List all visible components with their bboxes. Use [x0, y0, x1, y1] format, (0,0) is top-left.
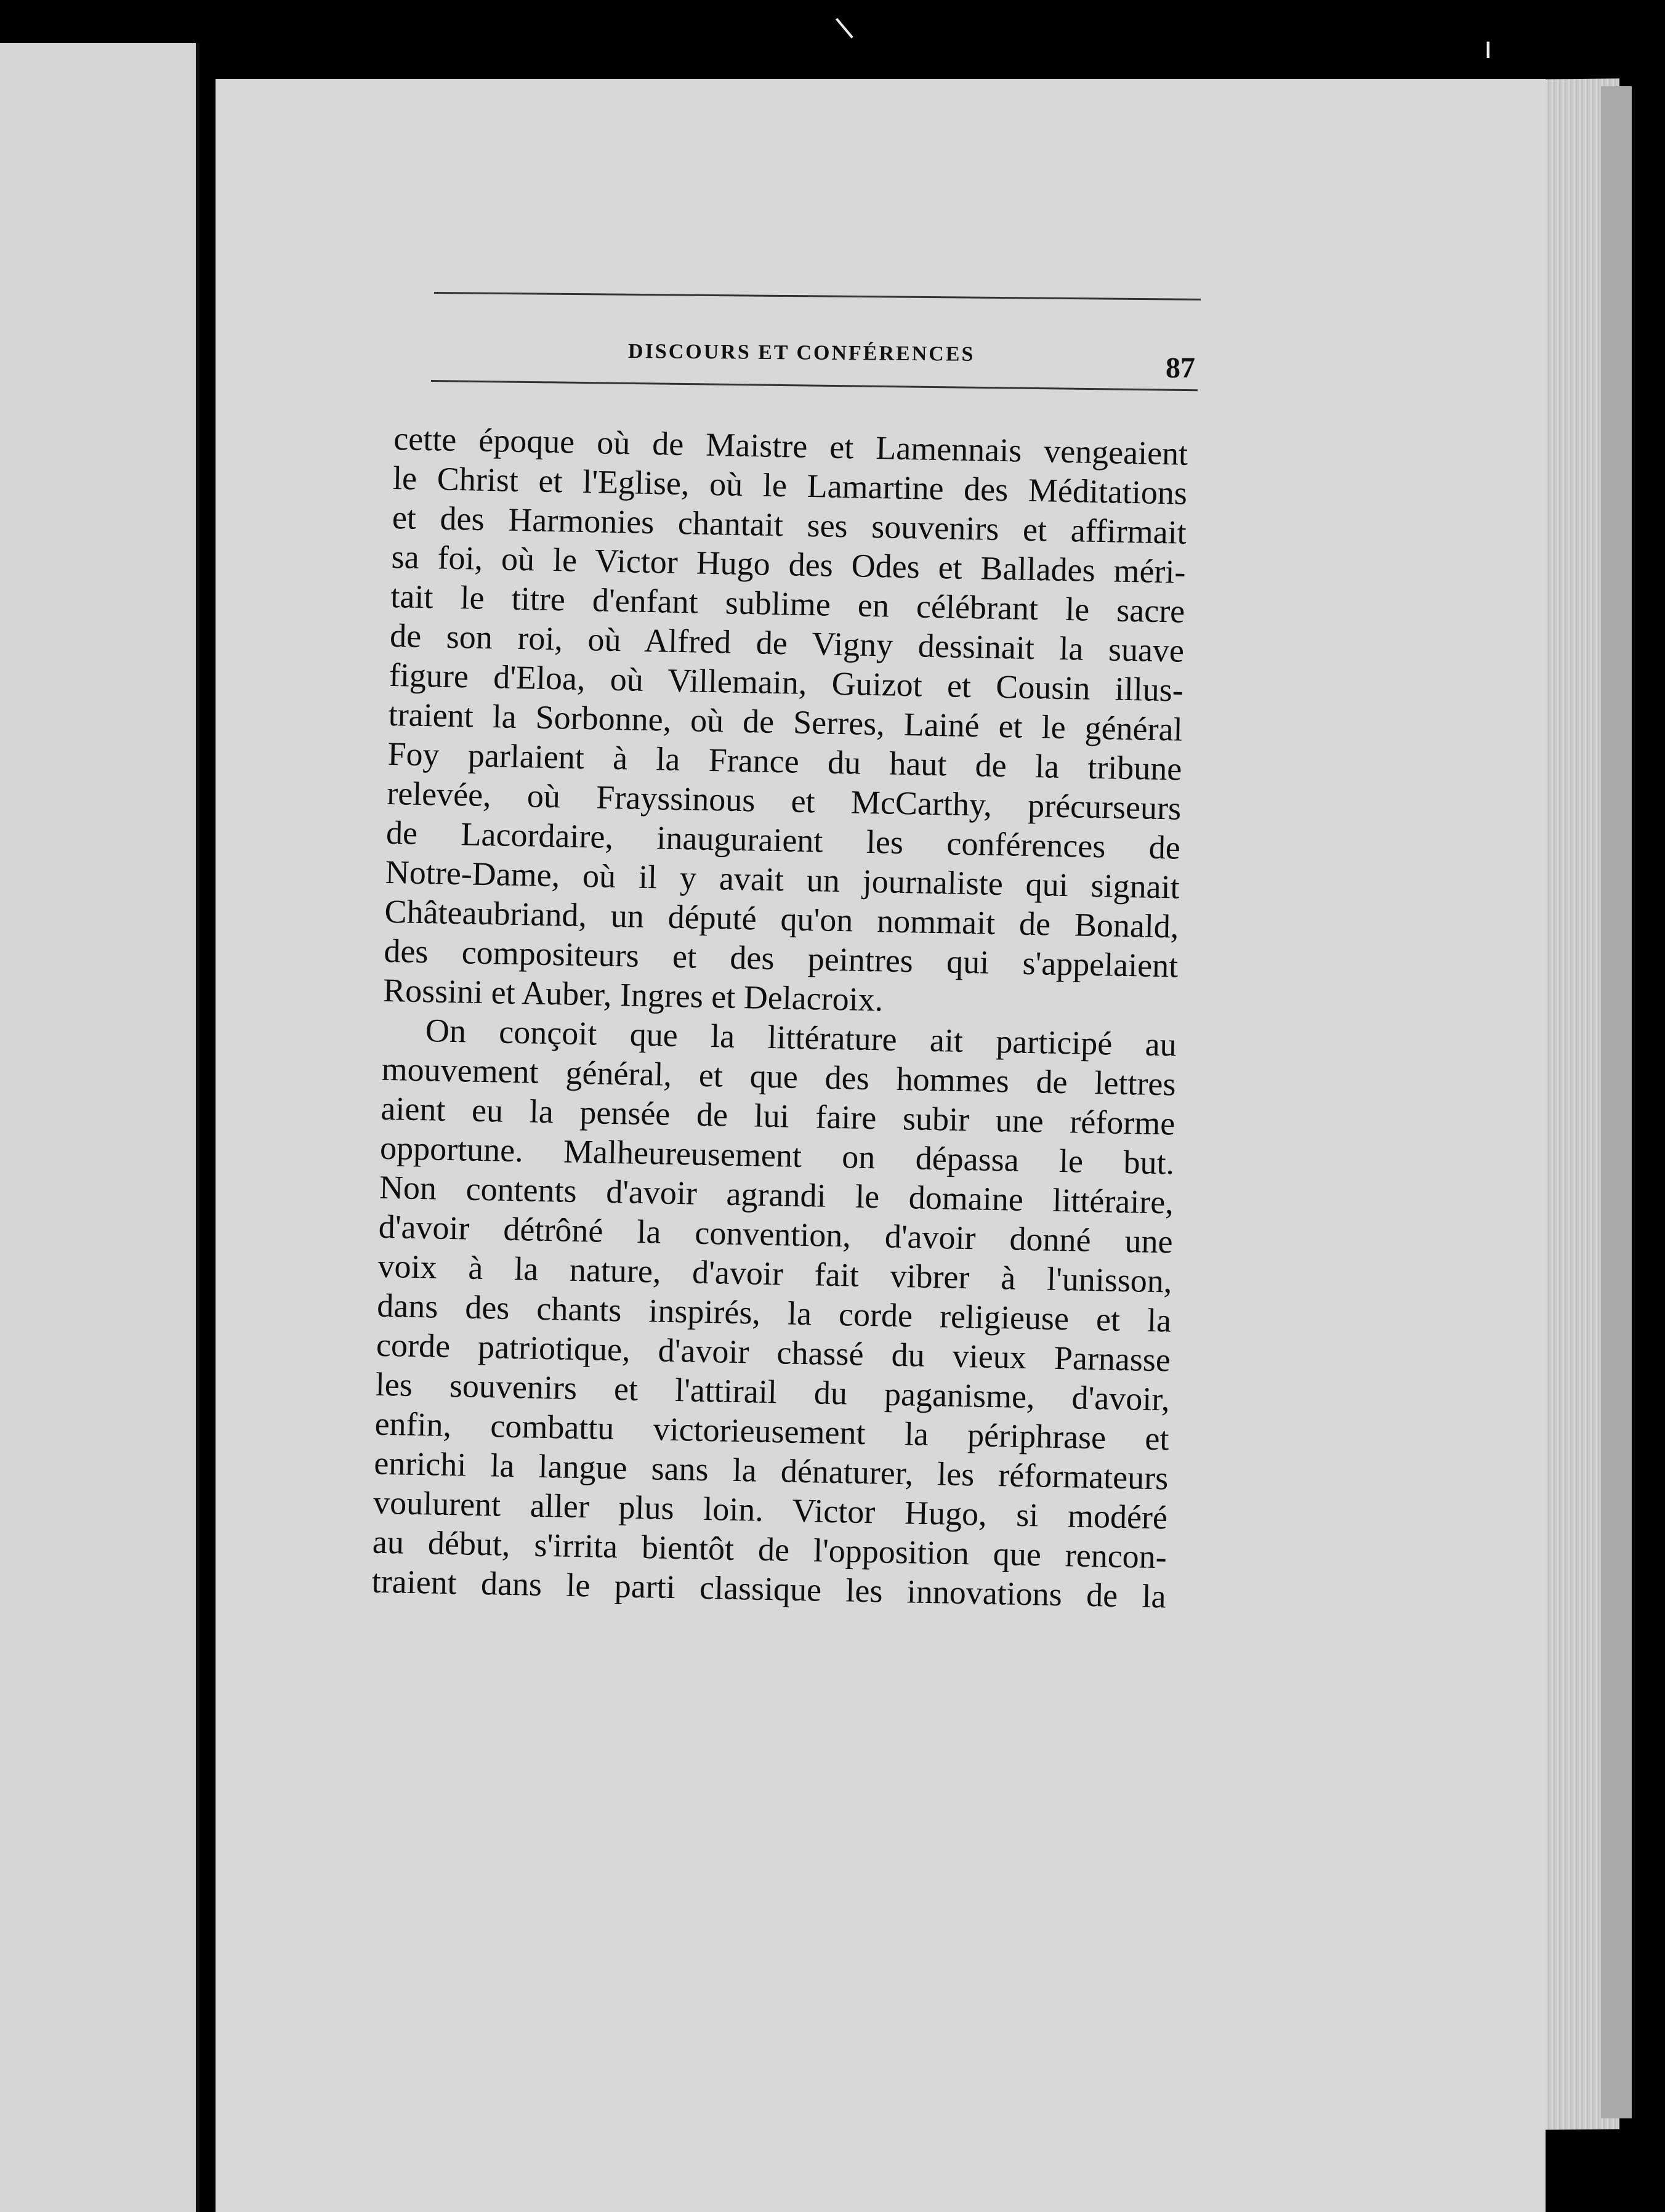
- text-line: corde patriotique, d'avoir chassé du vieux Parnasse: [376, 1326, 1171, 1379]
- text-line: Notre-Dame, où il y avait un journaliste qui signait: [385, 853, 1180, 906]
- text-line: voix à la nature, d'avoir fait vibrer à l'unisson,: [377, 1247, 1172, 1300]
- corner-mark: ı: [1484, 31, 1493, 65]
- text-line: relevée, où Frayssinous et McCarthy, précurseurs: [386, 774, 1182, 827]
- text-line: d'avoir détrôné la convention, d'avoir donné une: [378, 1208, 1174, 1261]
- text-line: enfin, combattu victorieusement la périphrase et: [374, 1405, 1170, 1458]
- text-line: voulurent aller plus loin. Victor Hugo, si modéré: [373, 1483, 1168, 1536]
- text-line: cette époque où de Maistre et Lamennais vengeaient: [393, 419, 1188, 472]
- text-line: opportune. Malheureusement on dépassa le but.: [379, 1129, 1175, 1182]
- running-title: DISCOURS ET CONFÉRENCES: [627, 340, 975, 366]
- text-line: figure d'Eloa, où Villemain, Guizot et Cousin illus-: [389, 656, 1184, 709]
- text-line: de Lacordaire, inauguraient les conférences de: [385, 813, 1181, 866]
- text-line: Châteaubriand, un député qu'on nommait de Bonald,: [384, 892, 1179, 945]
- left-page-edge: [0, 43, 200, 2212]
- text-line: au début, s'irrita bientôt de l'opposition que rencon-: [372, 1523, 1167, 1576]
- text-line: de son roi, où Alfred de Vigny dessinait la suave: [389, 616, 1185, 669]
- text-line: dans des chants inspirés, la corde religieuse et la: [376, 1286, 1172, 1339]
- text-line: Rossini et Auber, Ingres et Delacroix.: [382, 971, 884, 1019]
- text-line: Non contents d'avoir agrandi le domaine littéraire,: [379, 1168, 1174, 1221]
- text-line: enrichi la langue sans la dénaturer, les réformateurs: [373, 1444, 1169, 1497]
- text-line: le Christ et l'Eglise, où le Lamartine des Méditations: [392, 459, 1188, 512]
- film-scratch: [836, 0, 891, 38]
- text-line: mouvement général, et que des hommes de lettres: [381, 1050, 1177, 1103]
- page-number: 87: [1166, 352, 1195, 384]
- text-line: On conçoit que la littérature ait participé au: [425, 1012, 1177, 1064]
- text-line: des compositeurs et des peintres qui s'appelaient: [383, 932, 1179, 985]
- text-line: traient dans le parti classique les innovations de la: [371, 1562, 1167, 1615]
- text-line: aient eu la pensée de lui faire subir une réforme: [380, 1089, 1175, 1142]
- text-line: les souvenirs et l'attirail du paganisme, d'avoir,: [375, 1365, 1171, 1418]
- text-line: sa foi, où le Victor Hugo des Odes et Ballades méri-: [391, 538, 1187, 591]
- page-stack-shadow: [1601, 86, 1632, 2118]
- book-gutter: [200, 43, 214, 2212]
- text-line: traient la Sorbonne, où de Serres, Lainé et le général: [388, 695, 1183, 748]
- text-line: et des Harmonies chantait ses souvenirs et affirmait: [392, 498, 1187, 551]
- text-line: tait le titre d'enfant sublime en célébrant le sacre: [390, 577, 1185, 630]
- text-line: Foy parlaient à la France du haut de la tribune: [387, 735, 1182, 788]
- body-text: [371, 419, 1188, 1616]
